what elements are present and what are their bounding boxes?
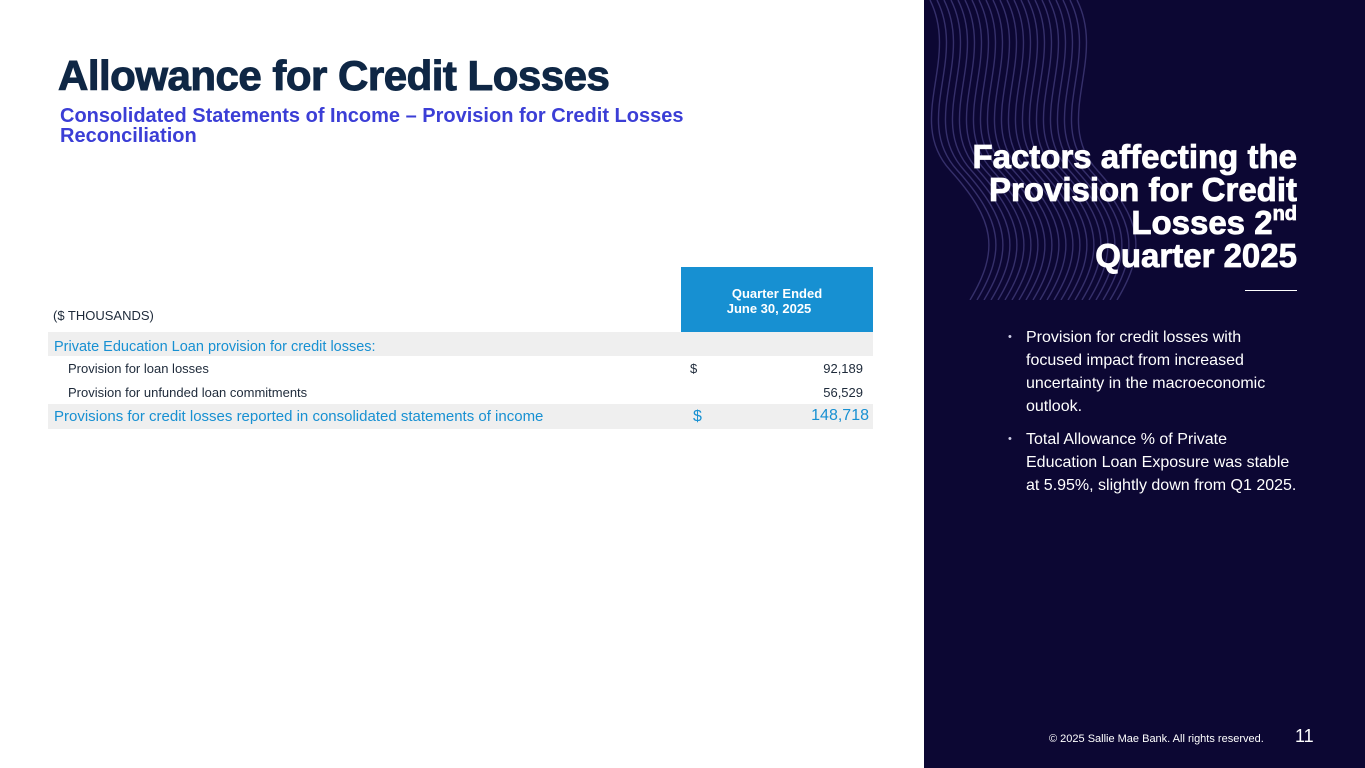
slide-subtitle: Consolidated Statements of Income – Provision for Credit Losses Reconciliation	[60, 105, 684, 147]
table-header	[48, 267, 873, 332]
table-row	[48, 380, 873, 404]
provision-table	[48, 267, 873, 429]
row-currency: $	[690, 361, 698, 376]
bullet-text: Total Allowance % of Private Education Loan Exposure was stable at 5.95%, slightly down from Q1 2025.	[1026, 431, 1297, 494]
column-header-line1: Quarter Ended	[731, 285, 823, 301]
side-panel-title	[967, 140, 1297, 272]
row-value: 56,529	[823, 385, 863, 400]
page-number: 11	[1295, 726, 1314, 746]
side-title-main: Factors affecting the Provision for Credit Losses 2	[972, 138, 1297, 241]
row-value: 92,189	[823, 361, 863, 376]
total-currency: $	[693, 408, 702, 425]
row-label: Provision for unfunded loan commitments	[68, 385, 308, 400]
total-row	[48, 404, 873, 429]
bullet-item	[1008, 326, 1298, 418]
side-title-tail: Quarter 2025	[1095, 237, 1297, 274]
row-label: Provision for loan losses	[68, 361, 209, 376]
bullet-dot-icon: •	[1008, 331, 1012, 343]
total-value: 148,718	[811, 407, 869, 424]
column-header-line2: June 30, 2025	[726, 300, 812, 316]
bullet-item	[1008, 428, 1298, 497]
divider-line	[1245, 290, 1297, 291]
column-header-quarter	[681, 267, 873, 332]
side-panel	[924, 0, 1365, 768]
slide-title: Allowance for Credit Losses	[58, 52, 610, 99]
factor-bullets	[1008, 326, 1298, 507]
table-row	[48, 356, 873, 380]
bullet-dot-icon: •	[1008, 433, 1012, 445]
section-label: Private Education Loan provision for credit losses:	[54, 339, 376, 355]
total-label: Provisions for credit losses reported in consolidated statements of income	[54, 408, 544, 425]
side-title-superscript: nd	[1272, 203, 1297, 225]
section-row	[48, 332, 873, 356]
copyright-notice: © 2025 Sallie Mae Bank. All rights reserved.	[1049, 733, 1264, 745]
units-label: ($ THOUSANDS)	[53, 308, 154, 323]
bullet-text: Provision for credit losses with focused impact from increased uncertainty in the macroeconomic outlook.	[1026, 329, 1266, 415]
